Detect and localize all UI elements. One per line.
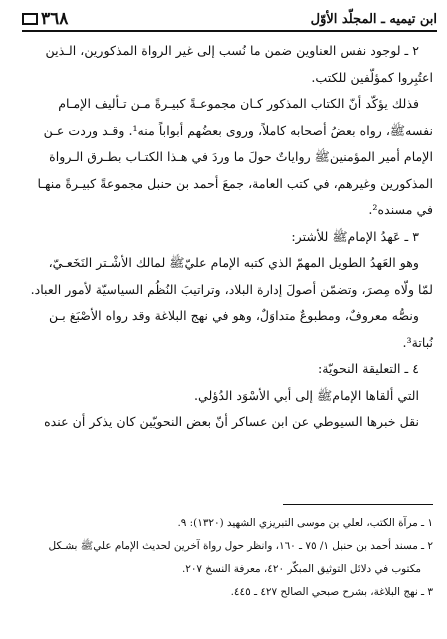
page-number-text: ٣٦٨: [41, 9, 69, 29]
footnote-separator: [283, 504, 433, 505]
body-line: ٢ ـ لوجود نفس العناوين ضمن ما نُسب إلى غير الرواة المذكورين، الـذين: [45, 43, 419, 58]
body-text: [18, 38, 433, 436]
page-header: [22, 8, 437, 32]
body-line: نفسه‌ﷺ، رواه بعضُ أصحابه كاملاً، وروى بعضُهم أبواباً منه¹. وقـد وردت عـن: [43, 122, 433, 138]
footnote-continuation: مكتوب في دلائل التوثيق المبكّر ٤٢٠، معرفة النسخ ٢٠٧.: [181, 563, 421, 575]
footnote: ٣ ـ نهج البلاغة، بشرح صبحي الصالح ٤٢٧ ـ ٤٤٥.: [230, 586, 433, 598]
body-line: لمّا ولّاه مِصرَ، وتضمّن أصولَ إدارة البلاد، وتراتيبَ النُظُم السياسيّة لأمور العباد.: [30, 281, 433, 297]
body-line: في مسنده².: [368, 202, 433, 217]
page-number-box: [22, 13, 38, 25]
running-title: ابن تيميه ـ المجلّد الأوّل: [310, 11, 437, 27]
section-heading: ٤ ـ التعليقة النحويّة:: [317, 361, 419, 376]
body-line: نقل خبرها السيوطي عن ابن عساكر أنّ بعض النحويّين كان يذكر أن عنده: [44, 414, 419, 429]
body-line: المذكورين وغيرهم، في كتب العامة، جمعَ أحمد بن حنبل مجموعةً كبيـرةً منهـا: [37, 175, 433, 191]
body-line: وهو العَهدُ الطويل المهمّ الذي كتبه الإمام عليّ‌ﷺ لمالك الأشْـتر النَخَعـيّ،: [48, 255, 419, 270]
footnote: ٢ ـ مسند أحمد بن حنبل ١/ ٧٥ ـ ١٦٠، وانظر حول رواة آخرين لحديث الإمام علي‌ﷺ بشـكل: [48, 540, 433, 552]
body-line: الإمام أمير المؤمنين‌ﷺ رواياتٌ حولَ ما وردَ في هـذا الكتـاب بطـرق الـرواة: [49, 149, 433, 164]
body-line: فذلك يؤكّد أنّ الكتاب المذكور كـان مجموعـةً كبيـرةً مـن تـأليف الإمـام: [58, 96, 419, 111]
body-line: التي ألقاها الإمام‌ﷺ إلى أبي الأسْوَد الدُؤلي.: [194, 387, 419, 403]
body-line: نُباتة³.: [402, 334, 433, 350]
section-heading: ٣ ـ عَهدُ الإمام‌ﷺ للأشتر:: [291, 228, 419, 244]
page-number: [22, 9, 68, 29]
body-line: اعتُبِروا كمؤلّفين للكتب.: [311, 69, 433, 85]
body-line: ونصُّه معروفٌ، ومطبوعٌ متداوَلٌ، وهو في نهج البلاغة وقد رواه الأصْبَغ بـن: [48, 308, 419, 323]
footnotes: [16, 512, 433, 604]
footnote: ١ ـ مرآة الكتب، لعلي بن موسى التبريزي الشهيد (١٣٢٠): ٩.: [177, 517, 433, 529]
